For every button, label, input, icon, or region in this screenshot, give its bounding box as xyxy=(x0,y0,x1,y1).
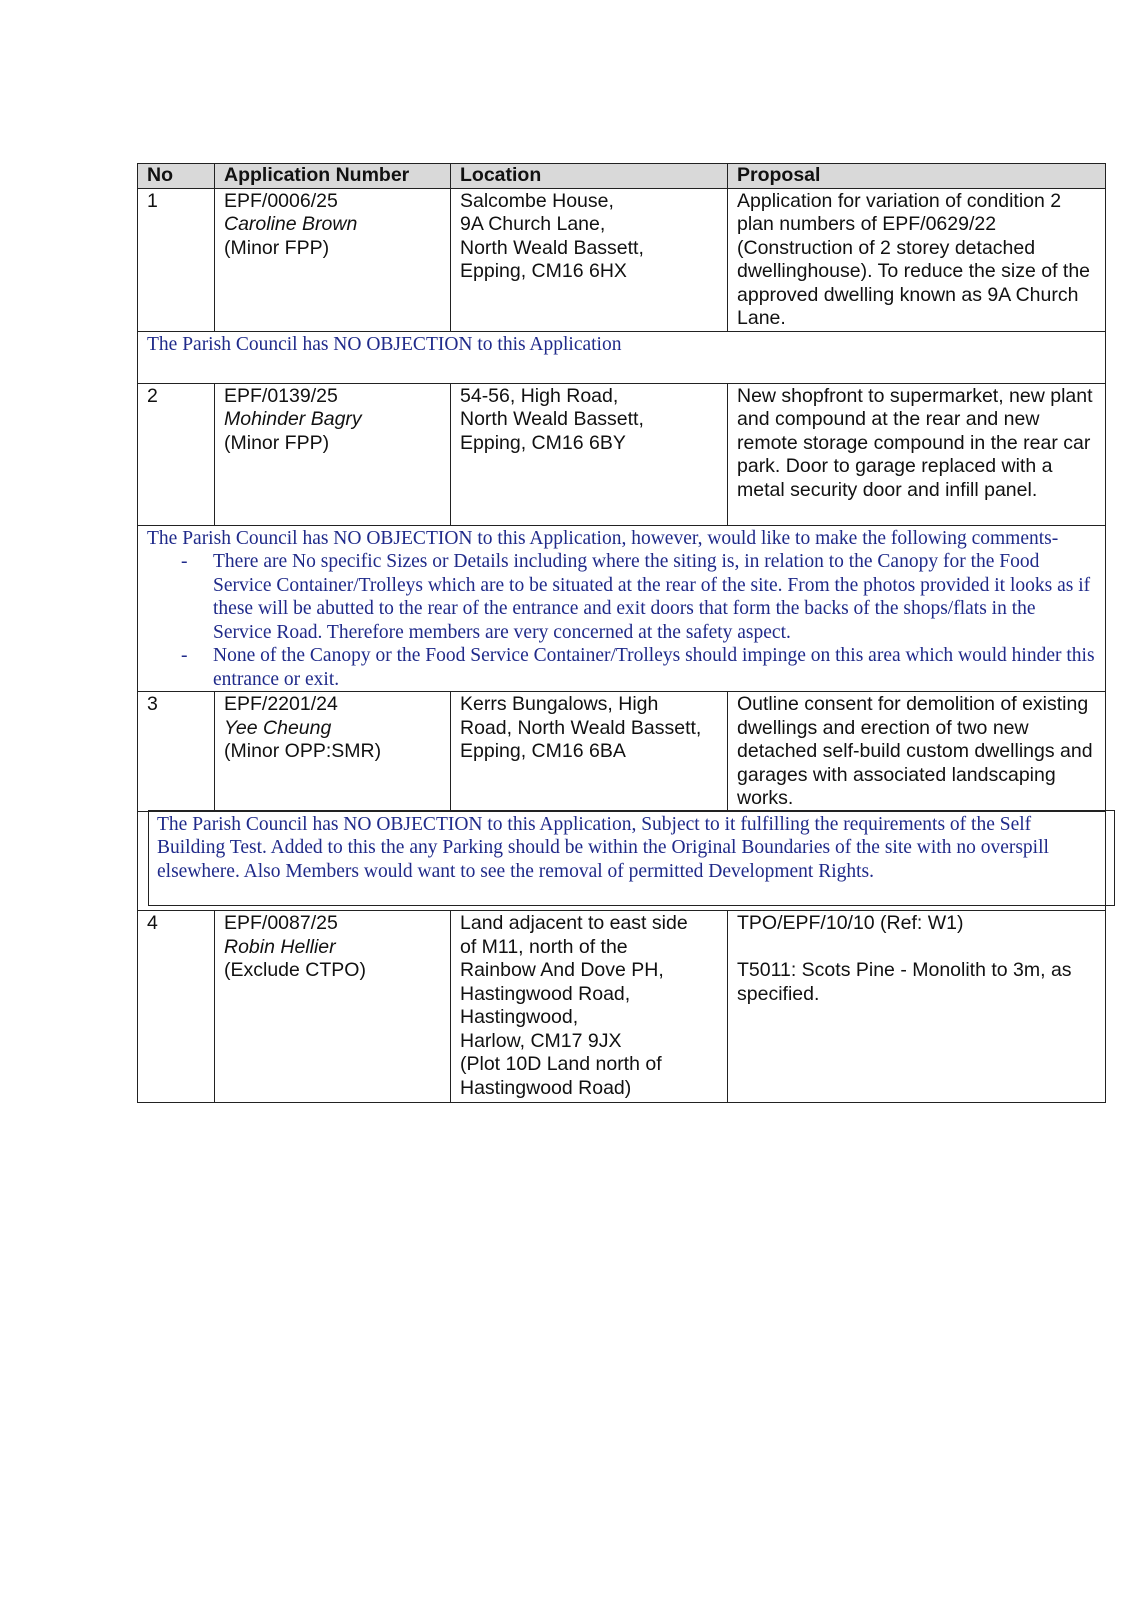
location-line: North Weald Bassett, xyxy=(460,408,644,430)
location-line: Hastingwood Road) xyxy=(460,1076,632,1099)
comment-text: The Parish Council has NO OBJECTION to this Application xyxy=(147,333,622,355)
application-no: 1 xyxy=(138,188,215,331)
table-row xyxy=(138,692,1106,812)
location-line: Epping, CM16 6BY xyxy=(460,431,626,454)
proposal-line: TPO/EPF/10/10 (Ref: W1) xyxy=(737,912,964,934)
application-type: (Exclude CTPO) xyxy=(224,959,366,981)
comment-bullet-list xyxy=(147,550,1097,691)
case-officer: Robin Hellier xyxy=(224,935,336,958)
comment-box xyxy=(148,810,1115,907)
location-line: North Weald Bassett, xyxy=(460,236,644,259)
location-line: Kerrs Bungalows, High xyxy=(460,693,659,715)
location-line: Hastingwood Road, xyxy=(460,982,631,1005)
header-no: No xyxy=(138,164,215,189)
application-type: (Minor OPP:SMR) xyxy=(224,740,382,762)
comment-text: The Parish Council has NO OBJECTION to this Application, Subject to it fulfilling the requirements of the Self Building Test. Added to this the any Parking should be within the Original Boundaries of the site with no overspill elsewhere. Also Members would want to see the removal of permitted Development Rights. xyxy=(157,813,1049,882)
application-number: EPF/2201/24 xyxy=(224,693,338,715)
case-officer: Yee Cheung xyxy=(224,716,332,739)
comment-text: The Parish Council has NO OBJECTION to this Application, however, would like to make the following comments- xyxy=(147,527,1059,549)
application-number: EPF/0139/25 xyxy=(224,384,338,407)
table-row xyxy=(138,383,1106,525)
proposal-line: T5011: Scots Pine - Monolith to 3m, as specified. xyxy=(737,959,1072,1005)
proposal-cell: Application for variation of condition 2 plan numbers of EPF/0629/22 (Construction of 2 storey detached dwellinghouse). To reduce the size of the approved dwelling known as 9A Church Lane. xyxy=(728,188,1106,331)
header-application-number: Application Number xyxy=(215,164,451,189)
application-no: 2 xyxy=(138,383,215,525)
proposal-cell xyxy=(728,911,1106,1103)
proposal-cell: New shopfront to supermarket, new plant and compound at the rear and new remote storage compound in the rear car park. Door to garage replaced with a metal security door and infill panel. xyxy=(728,383,1106,525)
bullet-text: None of the Canopy or the Food Service Container/Trolleys should impinge on this area which would hinder this entrance or exit. xyxy=(213,645,1095,690)
planning-applications-page xyxy=(137,163,1105,1103)
parish-comment xyxy=(138,525,1106,692)
application-no: 4 xyxy=(138,911,215,1103)
bullet-marker: - xyxy=(181,551,188,572)
proposal-blank-line xyxy=(737,936,1097,960)
table-row xyxy=(138,188,1106,331)
location-line: Rainbow And Dove PH, xyxy=(460,959,664,981)
location-line: Harlow, CM17 9JX xyxy=(460,1029,622,1052)
location-line: Road, North Weald Bassett, xyxy=(460,716,702,739)
location-cell xyxy=(451,188,728,331)
table-row xyxy=(138,911,1106,1103)
application-no: 3 xyxy=(138,692,215,812)
location-line: Salcombe House, xyxy=(460,189,614,212)
list-item xyxy=(147,550,1097,644)
location-line: Land adjacent to east side xyxy=(460,912,688,934)
list-item xyxy=(147,644,1097,691)
case-officer: Mohinder Bagry xyxy=(224,408,362,430)
comment-row xyxy=(138,331,1106,383)
case-officer: Caroline Brown xyxy=(224,213,358,235)
table-header-row xyxy=(138,164,1106,189)
location-line: (Plot 10D Land north of xyxy=(460,1053,662,1075)
location-cell xyxy=(451,383,728,525)
application-type: (Minor FPP) xyxy=(224,236,330,259)
application-number: EPF/0087/25 xyxy=(224,912,338,934)
location-line: 54-56, High Road, xyxy=(460,384,619,407)
location-line: 9A Church Lane, xyxy=(460,213,606,235)
comment-row xyxy=(138,811,1106,911)
location-line: Hastingwood, xyxy=(460,1006,579,1028)
location-cell xyxy=(451,692,728,812)
parish-comment xyxy=(138,331,1106,383)
location-line: of M11, north of the xyxy=(460,935,628,958)
applications-table xyxy=(137,163,1106,1103)
application-number: EPF/0006/25 xyxy=(224,189,338,212)
application-number-cell xyxy=(215,911,451,1103)
application-type: (Minor FPP) xyxy=(224,431,330,454)
bullet-marker: - xyxy=(181,645,188,666)
application-number-cell xyxy=(215,188,451,331)
location-line: Epping, CM16 6HX xyxy=(460,260,627,282)
bullet-text: There are No specific Sizes or Details including where the siting is, in relation to the Canopy for the Food Service Container/Trolleys which are to be situated at the rear of the site. From the photos provided it looks as if these will be abutted to the rear of the entrance and exit doors that form the backs of the shops/flats in the Service Road. Therefore members are very concerned at the safety aspect. xyxy=(213,551,1091,643)
header-proposal: Proposal xyxy=(728,164,1106,189)
application-number-cell xyxy=(215,383,451,525)
parish-comment xyxy=(138,811,1106,911)
header-location: Location xyxy=(451,164,728,189)
application-number-cell xyxy=(215,692,451,812)
comment-row xyxy=(138,525,1106,692)
proposal-cell: Outline consent for demolition of existing dwellings and erection of two new detached self-build custom dwellings and garages with associated landscaping works. xyxy=(728,692,1106,812)
location-cell xyxy=(451,911,728,1103)
location-line: Epping, CM16 6BA xyxy=(460,740,626,762)
